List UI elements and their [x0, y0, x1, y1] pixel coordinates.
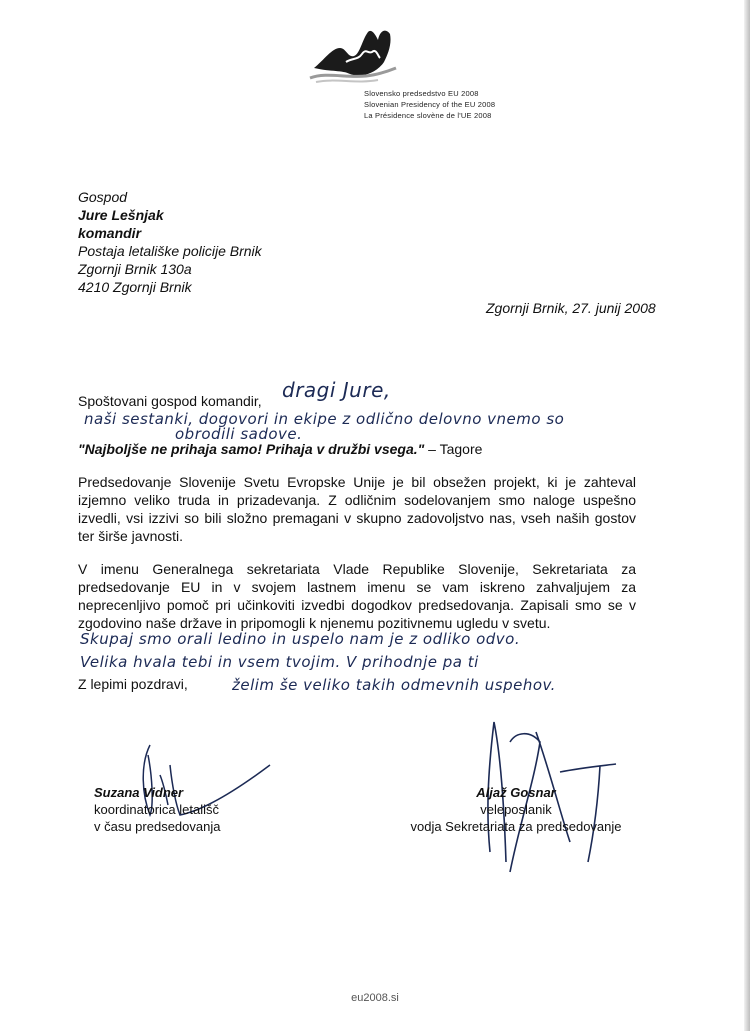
signer-gosnar — [398, 784, 634, 835]
paragraph-2: V imenu Generalnega sekretariata Vlade Republike Slovenije, Sekretariata za predsedovanje EU in v svojem lastnem imenu se vam iskreno zahvaljujem za neprecenljivo pomoč pri učinkoviti izvedbi dogodkov predsedovanja. Zapisali smo se v zgodovino naše države in pripomogli k njenemu pozitivnemu ugledu v svetu. — [78, 561, 636, 631]
letterhead-line-en: Slovenian Presidency of the EU 2008 — [364, 100, 496, 109]
signer-title: koordinatorica letališč — [94, 802, 220, 817]
handwritten-greeting: dragi Jure, — [282, 378, 391, 402]
quote-text: "Najboljše ne prihaja samo! Prihaja v družbi vsega." — [78, 441, 425, 457]
handwritten-line-2: obrodili sadove. — [175, 425, 303, 443]
letterhead-line-fr: La Présidence slovène de l'UE 2008 — [364, 111, 492, 120]
letter-date: Zgornji Brnik, 27. junij 2008 — [486, 300, 656, 316]
paragraph-1: Predsedovanje Slovenije Svetu Evropske Unije je bil obsežen projekt, ki je zahteval izjemno veliko truda in prizadevanja. Z odličnim sodelovanjem smo naloge uspešno izvedli, vsi izzivi so bili složno premagani v skupno zadovoljstvo nas, vseh naših gostov ter širše javnosti. — [78, 474, 636, 544]
recipient-address — [78, 188, 262, 296]
recipient-name: Jure Lešnjak — [78, 207, 164, 223]
quote-author: – Tagore — [424, 441, 483, 457]
signer-name: Aljaž Gosnar — [476, 785, 556, 800]
signer-subtitle: v času predsedovanja — [94, 819, 221, 834]
signer-subtitle: vodja Sekretariata za predsedovanje — [410, 819, 622, 834]
signer-name: Suzana Vidner — [94, 785, 184, 800]
handwritten-line-5: želim še veliko takih odmevnih uspehov. — [232, 676, 556, 694]
quote — [78, 441, 482, 457]
recipient-title: Gospod — [78, 189, 128, 205]
signer-vidner — [94, 784, 220, 835]
signer-title: veleposlanik — [480, 802, 552, 817]
recipient-org: Postaja letališke policije Brnik — [78, 243, 262, 259]
handwritten-line-4: Velika hvala tebi in vsem tvojim. V prihodnje pa ti — [80, 653, 479, 671]
recipient-role: komandir — [78, 225, 142, 241]
handwritten-line-3: Skupaj smo orali ledino in uspelo nam je z odliko odvo. — [80, 630, 521, 648]
letterhead-line-sl: Slovensko predsedstvo EU 2008 — [364, 89, 479, 98]
mountain-logo-icon — [306, 18, 406, 88]
salutation: Spoštovani gospod komandir, — [78, 393, 262, 409]
recipient-street: Zgornji Brnik 130a — [78, 261, 192, 277]
closing: Z lepimi pozdravi, — [78, 676, 188, 692]
footer-url: eu2008.si — [351, 992, 399, 1004]
handwritten-line-1: naši sestanki, dogovori in ekipe z odlično delovno vnemo so — [84, 410, 565, 428]
recipient-city: 4210 Zgornji Brnik — [78, 279, 192, 295]
letterhead-text — [364, 88, 495, 121]
page-edge-shadow — [744, 0, 750, 1031]
